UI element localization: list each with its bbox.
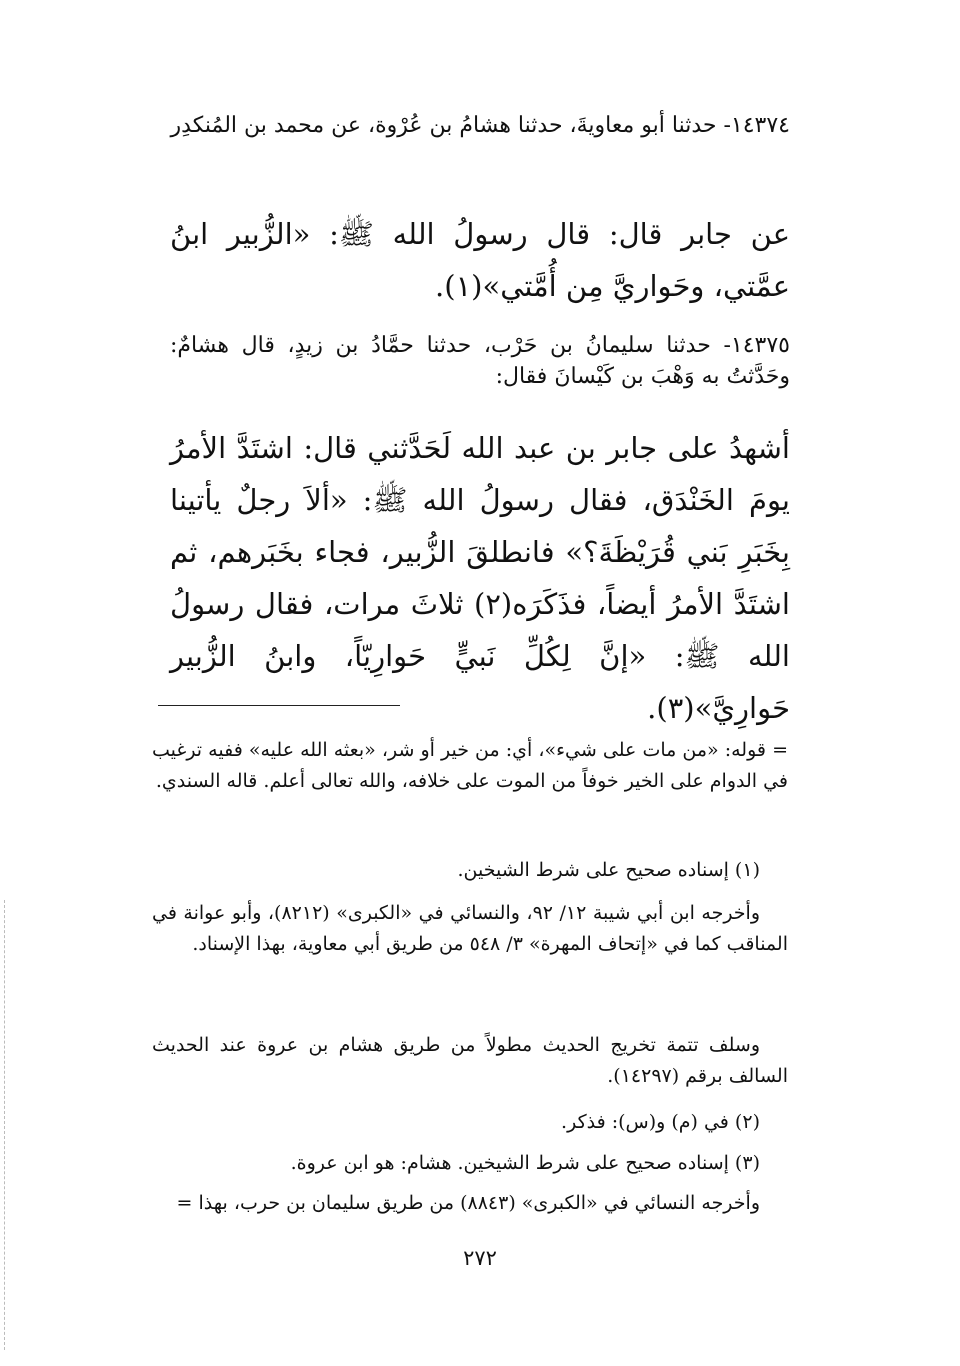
footnote-3: (٣) إسناده صحيح على شرط الشيخين. هشام: هو ابن عروة.: [290, 1152, 760, 1174]
footnote-1-salaf: وسلف تتمة تخريج الحديث مطولاً من طريق هشام بن عروة عند الحديث السالف برقم (١٤٢٩٧).: [152, 1034, 788, 1087]
page-number: ٢٧٢: [463, 1246, 497, 1270]
footnote-1-takhrij: وأخرجه ابن أبي شيبة ١٢/ ٩٢، والنسائي في «الكبرى» (٨٢١٢)، وأبو عوانة في المناقب كما في «إتحاف المهرة» ٣/ ٥٤٨ من طريق أبي معاوية، بهذا الإسناد.: [152, 902, 788, 955]
footnote-1: (١) إسناده صحيح على شرط الشيخين.: [457, 859, 760, 881]
hadith-14374-matn: عن جابر قال: قال رسولُ الله ﷺ: «الزُّبير ابنُ عمَّتي، وحَواريَّ مِن أُمَّتي»(١).: [170, 217, 790, 303]
footnote-3-takhrij: وأخرجه النسائي في «الكبرى» (٨٨٤٣) من طريق سليمان بن حرب، بهذا =: [176, 1192, 760, 1214]
hadith-14375-isnad: ١٤٣٧٥- حدثنا سليمانُ بن حَرْب، حدثنا حمَّادُ بن زيدٍ، قال هشامٌ: وحَدَّثتُ به وَهْبَ بن كَيْسانَ فقال:: [170, 333, 790, 389]
hadith-14375-matn: أشهدُ على جابر بن عبد الله لَحَدَّثني قال: اشتَدَّ الأمرُ يومَ الخَنْدَق، فقال رسولُ الله ﷺ: «ألاَ رجلٌ يأتينا بِخَبَرِ بَني قُرَيْظَةَ؟» فانطلقَ الزُّبير، فجاء بخَبَرهم، ثم اشتَدَّ الأمرُ أيضاً، فذَكَرَه(٢) ثلاثَ مرات، فقال رسولُ الله ﷺ: «إنَّ لِكُلِّ نَبيٍّ حَوارِيّاً، وابنُ الزُّبير حَوارِيَّ»(٣).: [170, 431, 790, 725]
hadith-14374-isnad: ١٤٣٧٤- حدثنا أبو معاويةَ، حدثنا هشامُ بن عُرْوة، عن محمد بن المُنكدِر: [170, 113, 790, 138]
scan-edge-mark: [4, 900, 6, 1350]
footnote-continuation: = قوله: «من مات على شيء»، أي: من خير أو شر، «بعثه الله عليه» ففيه ترغيب في الدوام على الخير خوفاً من الموت على خلافه، والله تعالى أعلم. قاله السندي.: [152, 739, 788, 792]
footnote-separator: [158, 705, 400, 706]
footnote-2: (٢) في (م) و(س): فذكر.: [561, 1111, 760, 1133]
